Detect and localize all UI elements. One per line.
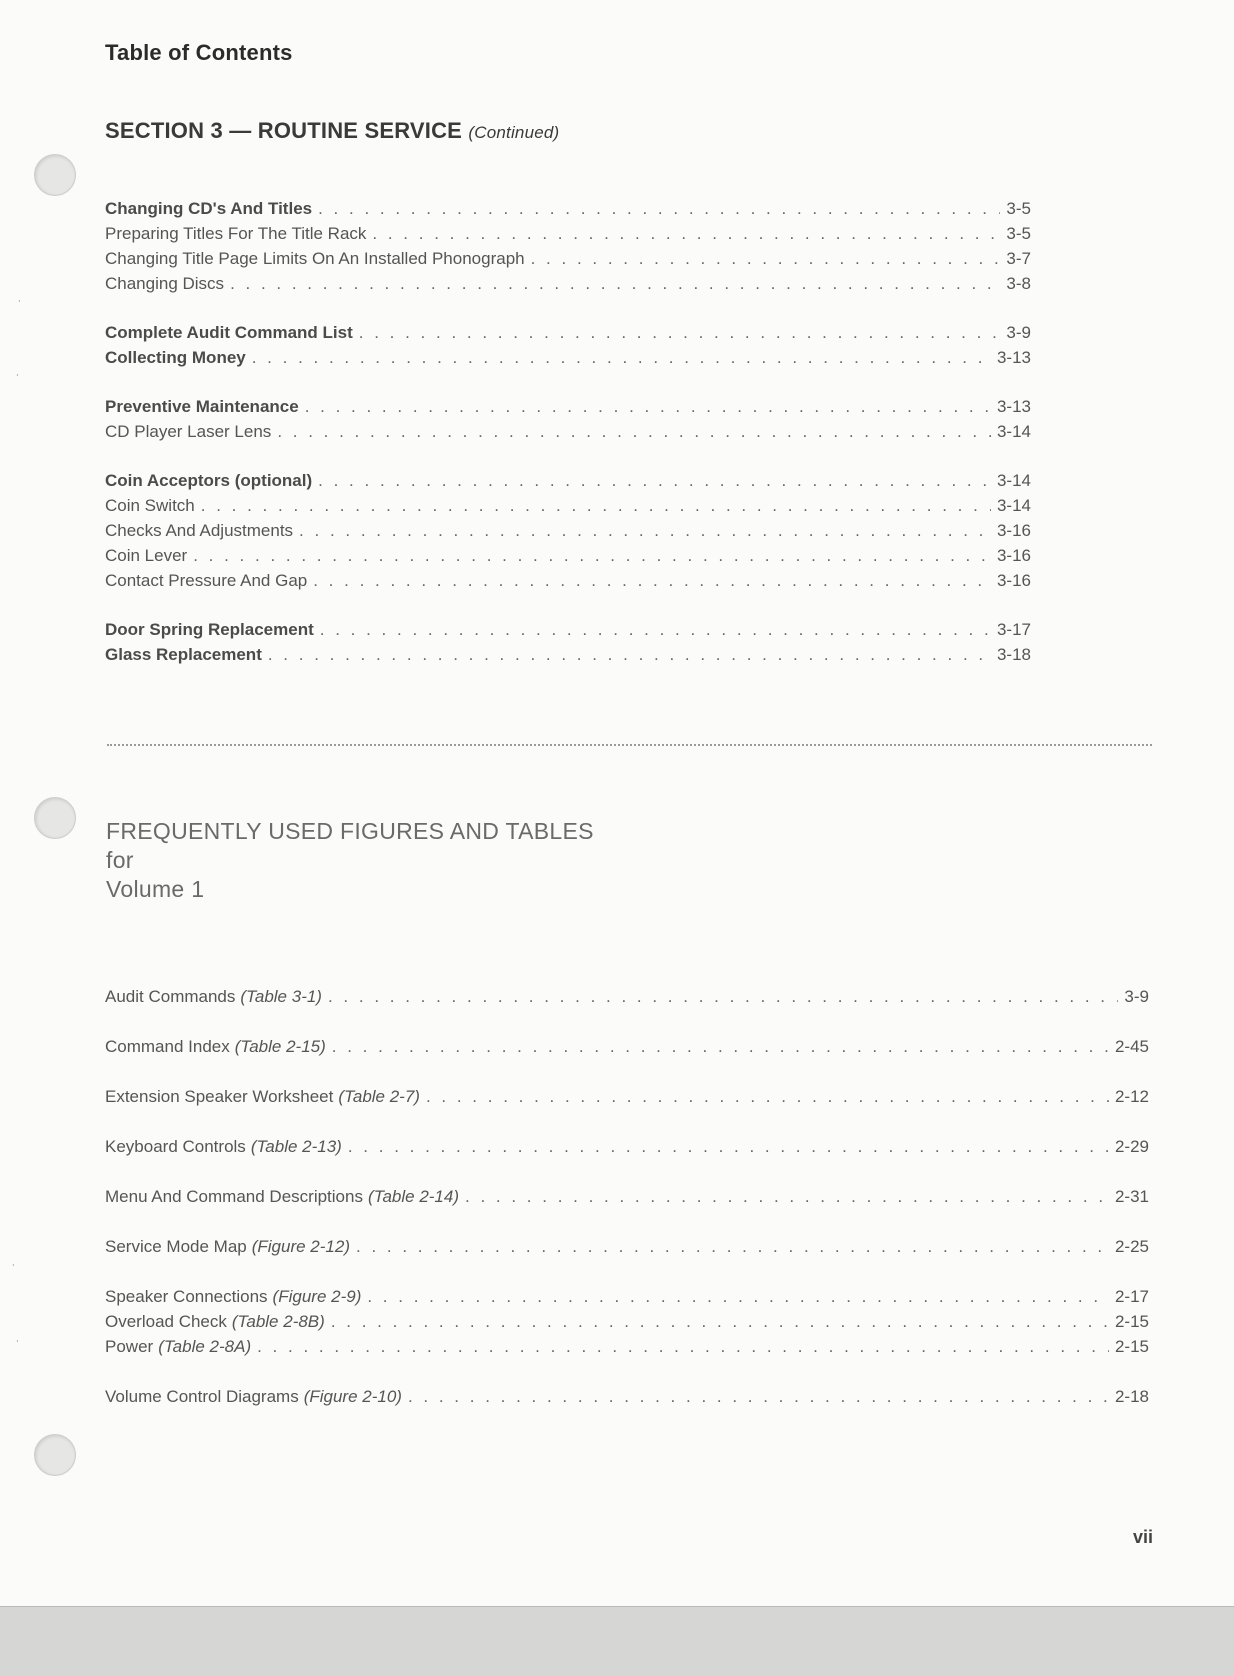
toc-entry[interactable] bbox=[105, 394, 1031, 419]
figures-list bbox=[105, 984, 1149, 1409]
toc-entry-page: 3-18 bbox=[996, 645, 1031, 664]
toc-entry-title: Door Spring Replacement bbox=[105, 620, 314, 639]
list-spacer bbox=[105, 1359, 1149, 1384]
dot-leader bbox=[193, 543, 991, 568]
section-title bbox=[105, 118, 559, 144]
toc-entry-title: Power bbox=[105, 1337, 154, 1356]
toc-entry-page: 3-14 bbox=[996, 471, 1031, 490]
toc-entry[interactable] bbox=[105, 196, 1031, 221]
page-title: Table of Contents bbox=[105, 40, 293, 65]
toc-entry-reference: (Figure 2-10) bbox=[303, 1387, 402, 1406]
toc-entry-title: Complete Audit Command List bbox=[105, 323, 353, 342]
toc-entry-title: Checks And Adjustments bbox=[105, 521, 294, 540]
toc-entry-page: 3-8 bbox=[1006, 274, 1031, 293]
toc-entry[interactable] bbox=[105, 1384, 1149, 1409]
list-spacer bbox=[105, 296, 1031, 320]
toc-entry-page: 2-17 bbox=[1114, 1287, 1149, 1306]
toc-entry[interactable] bbox=[105, 345, 1031, 370]
toc-entry-reference: (Table 2-15) bbox=[234, 1037, 326, 1056]
dot-leader bbox=[408, 1384, 1109, 1409]
dot-leader bbox=[328, 984, 1118, 1009]
toc-entry-page: 2-12 bbox=[1114, 1087, 1149, 1106]
toc-entry-reference: (Table 2-8A) bbox=[158, 1337, 252, 1356]
toc-entry[interactable] bbox=[105, 493, 1031, 518]
list-spacer bbox=[105, 1059, 1149, 1084]
toc-entry[interactable] bbox=[105, 984, 1149, 1009]
dot-leader bbox=[305, 394, 991, 419]
toc-entry-page: 2-29 bbox=[1114, 1137, 1149, 1156]
toc-entry-page: 3-5 bbox=[1006, 199, 1031, 218]
toc-entry[interactable] bbox=[105, 1284, 1149, 1309]
list-spacer bbox=[105, 444, 1031, 468]
toc-entry-page: 3-14 bbox=[996, 496, 1031, 515]
list-spacer bbox=[105, 1009, 1149, 1034]
dot-leader bbox=[320, 617, 991, 642]
toc-entry-reference: (Table 2-13) bbox=[250, 1137, 342, 1156]
list-spacer bbox=[105, 593, 1031, 617]
margin-speck: ˙ bbox=[18, 298, 22, 312]
list-spacer bbox=[105, 1109, 1149, 1134]
dot-leader bbox=[332, 1034, 1109, 1059]
toc-list bbox=[105, 196, 1031, 667]
figures-title-line2: for bbox=[106, 847, 134, 873]
toc-entry[interactable] bbox=[105, 271, 1031, 296]
toc-entry-title: Preventive Maintenance bbox=[105, 397, 299, 416]
dot-leader bbox=[356, 1234, 1109, 1259]
dot-leader bbox=[313, 568, 991, 593]
toc-entry-page: 3-9 bbox=[1006, 323, 1031, 342]
toc-entry[interactable] bbox=[105, 1334, 1149, 1359]
dot-leader bbox=[252, 345, 991, 370]
section-continued-label: (Continued) bbox=[468, 123, 560, 142]
dot-leader bbox=[531, 246, 1001, 271]
toc-entry-title: Coin Switch bbox=[105, 496, 195, 515]
toc-entry-reference: (Figure 2-12) bbox=[251, 1237, 350, 1256]
toc-entry-title: Preparing Titles For The Title Rack bbox=[105, 224, 367, 243]
binder-hole-bottom bbox=[34, 1434, 76, 1476]
toc-entry-page: 3-14 bbox=[996, 422, 1031, 441]
toc-entry-page: 3-9 bbox=[1124, 987, 1149, 1006]
toc-entry-page: 3-7 bbox=[1006, 249, 1031, 268]
binder-hole-middle bbox=[34, 797, 76, 839]
toc-entry[interactable] bbox=[105, 320, 1031, 345]
toc-entry-title: Service Mode Map bbox=[105, 1237, 247, 1256]
toc-entry-page: 3-16 bbox=[996, 546, 1031, 565]
dot-leader bbox=[299, 518, 991, 543]
toc-entry-title: Contact Pressure And Gap bbox=[105, 571, 308, 590]
toc-entry-title: Speaker Connections bbox=[105, 1287, 268, 1306]
toc-entry[interactable] bbox=[105, 518, 1031, 543]
dot-leader bbox=[465, 1184, 1109, 1209]
toc-entry-page: 2-18 bbox=[1114, 1387, 1149, 1406]
figures-section-title bbox=[106, 817, 594, 904]
scan-bottom-edge bbox=[0, 1606, 1234, 1676]
dot-leader bbox=[426, 1084, 1109, 1109]
toc-entry[interactable] bbox=[105, 246, 1031, 271]
toc-entry-page: 2-31 bbox=[1114, 1187, 1149, 1206]
toc-entry-page: 3-16 bbox=[996, 571, 1031, 590]
margin-speck: ˙ bbox=[12, 1262, 16, 1276]
dot-leader bbox=[331, 1309, 1109, 1334]
toc-entry-page: 2-15 bbox=[1114, 1312, 1149, 1331]
toc-entry-page: 2-45 bbox=[1114, 1037, 1149, 1056]
dot-leader bbox=[277, 419, 991, 444]
toc-entry[interactable] bbox=[105, 1309, 1149, 1334]
toc-entry-page: 2-15 bbox=[1114, 1337, 1149, 1356]
toc-entry-title: Volume Control Diagrams bbox=[105, 1387, 299, 1406]
toc-entry-title: Overload Check bbox=[105, 1312, 227, 1331]
toc-entry-reference: (Table 2-14) bbox=[367, 1187, 460, 1206]
toc-entry-title: Keyboard Controls bbox=[105, 1137, 246, 1156]
toc-entry-reference: (Table 2-7) bbox=[338, 1087, 420, 1106]
toc-entry-title: Command Index bbox=[105, 1037, 230, 1056]
dot-leader bbox=[201, 493, 991, 518]
margin-speck: ˙ bbox=[16, 1338, 20, 1352]
section-title-text: SECTION 3 — ROUTINE SERVICE bbox=[105, 118, 463, 143]
toc-entry-title: Changing Discs bbox=[105, 274, 225, 293]
toc-entry-reference: (Table 3-1) bbox=[240, 987, 322, 1006]
dot-leader bbox=[318, 196, 1000, 221]
toc-entry[interactable] bbox=[105, 221, 1031, 246]
toc-entry-title: Menu And Command Descriptions bbox=[105, 1187, 363, 1206]
toc-entry-page: 2-25 bbox=[1114, 1237, 1149, 1256]
section-divider bbox=[107, 744, 1152, 746]
toc-entry[interactable] bbox=[105, 468, 1031, 493]
toc-entry-page: 3-13 bbox=[996, 348, 1031, 367]
toc-entry-title: Changing CD's And Titles bbox=[105, 199, 313, 218]
figures-title-line3: Volume 1 bbox=[106, 876, 205, 902]
toc-entry[interactable] bbox=[105, 642, 1031, 667]
toc-entry-title: Coin Acceptors (optional) bbox=[105, 471, 313, 490]
toc-entry-reference: (Table 2-8B) bbox=[231, 1312, 325, 1331]
list-spacer bbox=[105, 1209, 1149, 1234]
toc-entry-title: Audit Commands bbox=[105, 987, 236, 1006]
dot-leader bbox=[372, 221, 1000, 246]
toc-entry[interactable] bbox=[105, 1034, 1149, 1059]
toc-entry-title: CD Player Laser Lens bbox=[105, 422, 272, 441]
margin-speck: ˙ bbox=[16, 372, 20, 386]
dot-leader bbox=[318, 468, 991, 493]
dot-leader bbox=[257, 1334, 1109, 1359]
dot-leader bbox=[359, 320, 1001, 345]
toc-entry[interactable] bbox=[105, 419, 1031, 444]
toc-entry[interactable] bbox=[105, 1234, 1149, 1259]
toc-entry[interactable] bbox=[105, 543, 1031, 568]
toc-entry[interactable] bbox=[105, 617, 1031, 642]
toc-entry-title: Glass Replacement bbox=[105, 645, 262, 664]
dot-leader bbox=[348, 1134, 1109, 1159]
page-number: vii bbox=[1133, 1527, 1154, 1547]
toc-entry[interactable] bbox=[105, 1084, 1149, 1109]
list-spacer bbox=[105, 1259, 1149, 1284]
toc-entry-page: 3-16 bbox=[996, 521, 1031, 540]
binder-hole-top bbox=[34, 154, 76, 196]
toc-entry-title: Changing Title Page Limits On An Installed Phonograph bbox=[105, 249, 525, 268]
figures-title-line1: FREQUENTLY USED FIGURES AND TABLES bbox=[106, 818, 594, 844]
toc-entry-title: Extension Speaker Worksheet bbox=[105, 1087, 334, 1106]
toc-entry[interactable] bbox=[105, 568, 1031, 593]
toc-entry-page: 3-5 bbox=[1006, 224, 1031, 243]
list-spacer bbox=[105, 370, 1031, 394]
toc-entry-page: 3-13 bbox=[996, 397, 1031, 416]
dot-leader bbox=[367, 1284, 1109, 1309]
toc-entry-reference: (Figure 2-9) bbox=[272, 1287, 362, 1306]
dot-leader bbox=[268, 642, 991, 667]
dot-leader bbox=[230, 271, 1000, 296]
toc-entry[interactable] bbox=[105, 1184, 1149, 1209]
toc-entry-title: Collecting Money bbox=[105, 348, 246, 367]
toc-entry-title: Coin Lever bbox=[105, 546, 188, 565]
toc-entry[interactable] bbox=[105, 1134, 1149, 1159]
list-spacer bbox=[105, 1159, 1149, 1184]
toc-entry-page: 3-17 bbox=[996, 620, 1031, 639]
